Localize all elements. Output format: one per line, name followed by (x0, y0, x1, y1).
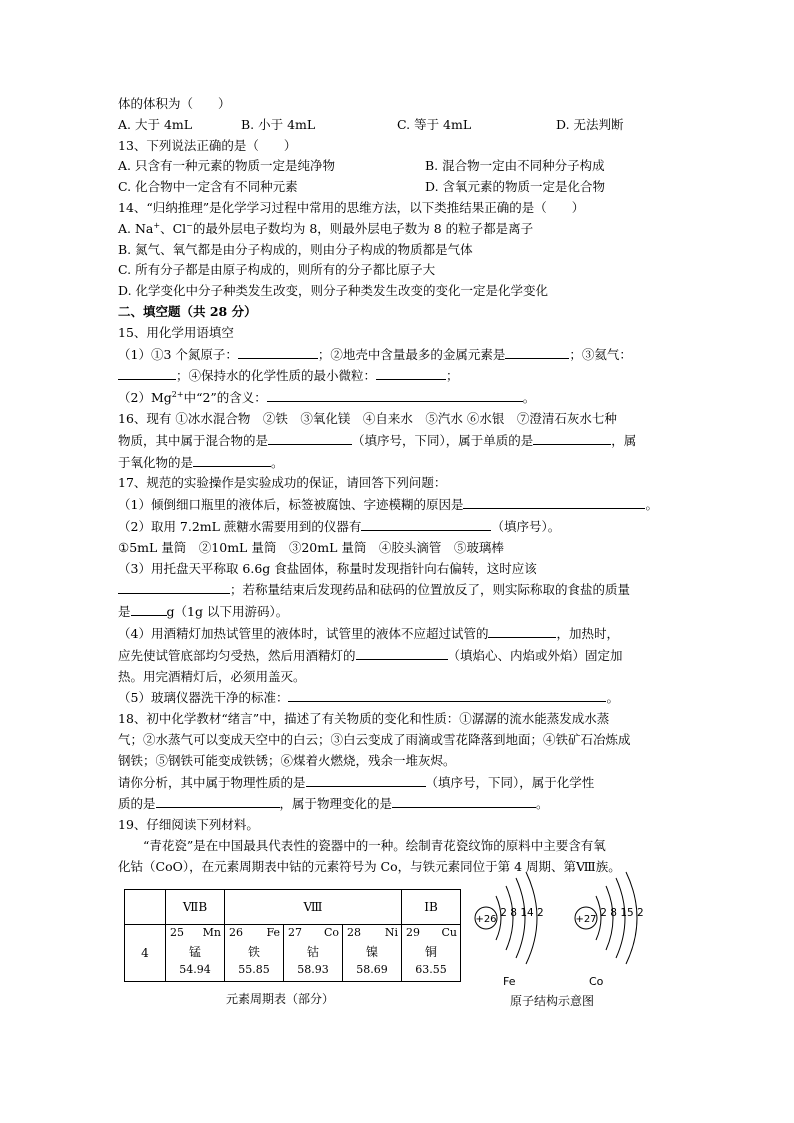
atom-diagram-caption: 原子结构示意图 (510, 994, 595, 1008)
element-cell: 28 Ni 镍 58.69 (343, 925, 402, 982)
element-cell: 29 Cu 铜 63.55 (402, 925, 461, 982)
group-header: Ⅷ (225, 890, 402, 925)
q13-options-cd (118, 177, 682, 198)
q15-line2: ；④保持水的化学性质的最小微粒： ； (118, 365, 682, 387)
q16-line1: 16、现有 ①冰水混合物 ②铁 ③氧化镁 ④自来水 ⑤汽水 ⑥水银 ⑦澄清石灰水七种 (118, 410, 617, 426)
co-atom-label: Co (589, 975, 604, 988)
q12-option-a: A. 大于 4mL (118, 116, 193, 132)
answer-blank[interactable] (118, 365, 176, 380)
q14-option-b: B. 氮气、氧气都是由分子构成的，则由分子构成的物质都是气体 (118, 241, 473, 257)
q17-stem: 17、规范的实验操作是实验成功的保证，请回答下列问题： (118, 475, 447, 491)
co-atom-diagram (575, 872, 644, 964)
q13-options-ab (118, 156, 682, 177)
q16-line2: 物质，其中属于混合物的是 （填序号，下同），属于单质的是 ，属 (118, 430, 682, 452)
q13-option-b: B. 混合物一定由不同种分子构成 (425, 158, 605, 174)
fe-atom-diagram (475, 872, 544, 964)
co-shell-electrons: 2 8 15 2 (600, 907, 644, 919)
answer-blank[interactable] (288, 687, 606, 702)
answer-blank[interactable] (463, 494, 645, 509)
group-header: ⅠB (402, 890, 461, 925)
q17-part5: （5）玻璃仪器洗干净的标准： 。 (118, 687, 682, 709)
q13-option-d: D. 含氧元素的物质一定是化合物 (425, 179, 606, 195)
q17-part3-line1: （3）用托盘天平称取 6.6g 食盐固体，称量时发现指针向右偏转，这时应该 (118, 560, 537, 576)
fe-shell-electrons: 2 8 14 2 (500, 907, 544, 919)
q16-line3: 于氧化物的是 。 (118, 452, 682, 474)
q19-para-line1: “青花瓷”是在中国最具代表性的瓷器中的一种。绘制青花瓷纹饰的原料中主要含有氧 (143, 837, 606, 853)
q15-line3: $(2)Mg^{2+}$中“2”的含义： 。 (118, 387, 682, 409)
answer-blank[interactable] (505, 344, 569, 359)
element-cell: 27 Co 钴 58.93 (284, 925, 343, 982)
q12-option-d: D. 无法判断 (556, 116, 624, 132)
q15-stem: 15、用化学用语填空 (118, 324, 234, 340)
answer-blank[interactable] (193, 452, 271, 467)
q13-option-c: C. 化合物中一定含有不同种元素 (118, 179, 298, 195)
answer-blank[interactable] (306, 772, 426, 787)
q17-part4-line3: 热。用完酒精灯后，必须用盖灭。 (118, 668, 306, 684)
answer-blank[interactable] (156, 793, 280, 808)
co-nucleus-label: +27 (575, 914, 597, 925)
q19-para-line2: 化钴（CoO），在元素周期表中钴的元素符号为 Co，与铁元素同位于第 4 周期、第Ⅷ族。 (118, 858, 621, 874)
q18-line5: 质的是 ，属于物理变化的是 。 (118, 793, 682, 815)
element-cell: 26 Fe 铁 55.85 (225, 925, 284, 982)
q12-option-b: B. 小于 4mL (241, 116, 316, 132)
q17-part4-line1: （4）用酒精灯加热试管里的液体时，试管里的液体不应超过试管的 ，加热时， (118, 623, 682, 645)
fe-atom-label: Fe (503, 975, 516, 988)
periodic-table (124, 889, 461, 982)
q13-option-a: A. 只含有一种元素的物质一定是纯净物 (118, 158, 335, 174)
q17-part3-line2: ；若称量结束后发现药品和砝码的位置放反了，则实际称取的食盐的质量 (118, 579, 682, 601)
answer-blank[interactable] (533, 430, 611, 445)
q14-option-a: A. Na+、Cl−的最外层电子数均为 8，则最外层电子数为 8 的粒子都是离子 (118, 220, 534, 236)
q12-options (118, 115, 682, 136)
answer-blank[interactable] (392, 793, 536, 808)
answer-blank[interactable] (267, 387, 523, 402)
q13-stem: 13、下列说法正确的是（ ） (118, 137, 297, 153)
q14-option-c: C. 所有分子都是由原子构成的，则所有的分子都比原子大 (118, 262, 436, 278)
element-cell: 25 Mn 锰 54.94 (166, 925, 225, 982)
q15-line1: （1）①3 个氮原子： ；②地壳中含量最多的金属元素是 ；③氦气： (118, 344, 682, 366)
q18-line3: 钢铁；⑤钢铁可能变成铁锈；⑥煤着火燃烧，残余一堆灰烬。 (118, 752, 456, 768)
answer-blank[interactable] (488, 623, 556, 638)
table-corner (125, 890, 166, 925)
q17-part2: （2）取用 7.2mL 蔗糖水需要用到的仪器有 （填序号）。 (118, 516, 682, 538)
q12-option-c: C. 等于 4mL (397, 116, 472, 132)
q17-part1: （1）倾倒细口瓶里的液体后，标签被腐蚀、字迹模糊的原因是 。 (118, 494, 682, 516)
periodic-table-caption: 元素周期表（部分） (226, 992, 335, 1006)
answer-blank[interactable] (238, 344, 318, 359)
q18-line2: 气；②水蒸气可以变成天空中的白云；③白云变成了雨滴或雪花降落到地面；④铁矿石冶炼成 (118, 731, 631, 747)
atom-structure-diagrams (466, 868, 666, 980)
q17-part4-line2: 应先使试管底部均匀受热，然后用酒精灯的 （填焰心、内焰或外焰）固定加 (118, 645, 682, 667)
exam-page (118, 94, 682, 877)
q17-part2-options: ①5mL 量筒 ②10mL 量筒 ③20mL 量筒 ④胶头滴管 ⑤玻璃棒 (118, 539, 504, 555)
period-label: 4 (125, 925, 166, 982)
answer-blank[interactable] (268, 430, 352, 445)
q17-part3-line3: 是 g（1g 以下用游码）。 (118, 601, 682, 623)
answer-blank[interactable] (361, 516, 491, 531)
q18-line4: 请你分析，其中属于物理性质的是 （填序号，下同），属于化学性 (118, 772, 682, 794)
answer-blank[interactable] (131, 601, 167, 616)
q19-stem: 19、仔细阅读下列材料。 (118, 817, 259, 833)
fe-nucleus-label: +26 (475, 914, 497, 925)
section-heading: 二、填空题（共 28 分） (118, 303, 257, 319)
q14-stem: 14、“归纳推理”是化学学习过程中常用的思维方法，以下类推结果正确的是（ ） (118, 199, 585, 215)
q18-line1: 18、初中化学教材“绪言”中，描述了有关物质的变化和性质：①潺潺的流水能蒸发成水蒸 (118, 711, 610, 727)
group-header: ⅦB (166, 890, 225, 925)
q12-tail: 体的体积为（ ） (118, 96, 231, 111)
answer-blank[interactable] (118, 579, 230, 594)
answer-blank[interactable] (356, 645, 448, 660)
answer-blank[interactable] (376, 365, 446, 380)
q14-option-d: D. 化学变化中分子种类发生改变，则分子种类发生改变的变化一定是化学变化 (118, 283, 549, 299)
